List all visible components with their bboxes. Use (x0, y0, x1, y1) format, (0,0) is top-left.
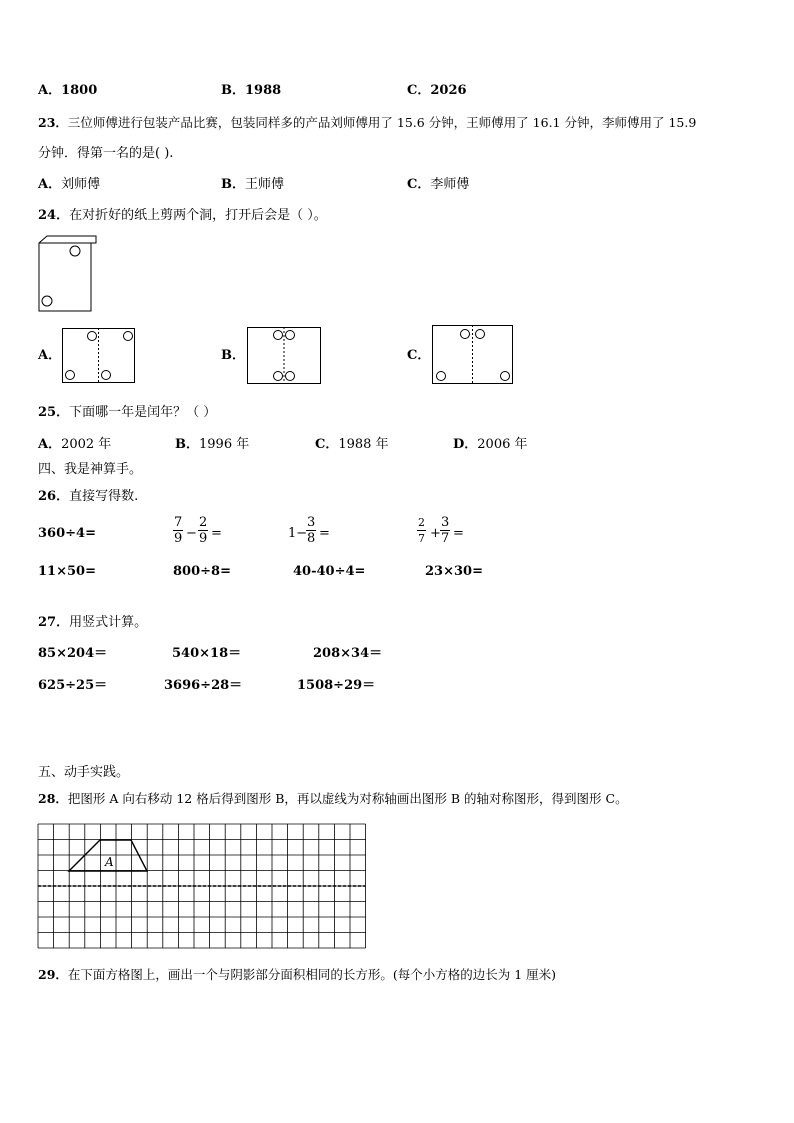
q27-question: 27．用竖式计算。 (38, 615, 148, 630)
q24-question: 24．在对折好的纸上剪两个洞，打开后会是（ ）。 (38, 208, 327, 223)
fraction: $\frac{2}{9}$ (199, 515, 208, 546)
q25-option-d[interactable]: D．2006 年 (453, 437, 528, 452)
q24-option-a-figure[interactable] (62, 328, 138, 384)
q22-option-a[interactable]: A．1800 (38, 83, 98, 98)
q28-question: 28．把图形 A 向右移动 12 格后得到图形 B，再以虚线为对称轴画出图形 B 的轴对称图形，得到图形 C。 (38, 791, 628, 806)
q23-option-b[interactable]: B．王师傅 (221, 177, 285, 192)
q22-option-c[interactable]: C．2026 (407, 83, 467, 98)
section4-title: 四、我是神算手。 (38, 462, 143, 477)
fraction: $\frac{2}{7}$ (418, 516, 425, 545)
q24-option-a-label[interactable]: A． (38, 348, 62, 363)
q25-option-b[interactable]: B．1996 年 (175, 437, 250, 452)
q23-question-cont: 分钟．得第一名的是( ). (38, 146, 174, 161)
q26-expr-5: 11×50= (38, 564, 96, 579)
q23-question: 23．三位师傅进行包装产品比赛，包装同样多的产品刘师傅用了 15.6 分钟，王师傅用了 16.1 分钟，李师傅用了 15.9 (38, 115, 697, 130)
q25-question: 25．下面哪一年是闰年？（ ） (38, 405, 217, 420)
q24-option-c-label[interactable]: C． (407, 348, 431, 363)
q22-option-b[interactable]: B．1988 (221, 83, 282, 98)
q29-question: 29．在下面方格图上，画出一个与阴影部分面积相同的长方形。(每个小方格的边长为 1 厘米) (38, 967, 557, 982)
q27-expr-5: 3696÷28＝ (164, 678, 243, 693)
folded-paper-figure (38, 234, 98, 314)
q26-expr-6: 800÷8= (173, 564, 231, 579)
q26-question: 26．直接写得数. (38, 489, 139, 504)
q25-option-c[interactable]: C．1988 年 (315, 437, 389, 452)
q24-option-b-label[interactable]: B． (221, 348, 245, 363)
fraction: $\frac{7}{9}$ (174, 515, 183, 546)
q25-option-a[interactable]: A．2002 年 (38, 437, 112, 452)
q24-option-b-figure[interactable] (247, 327, 323, 385)
fraction: $\frac{3}{8}$ (307, 515, 316, 546)
q27-expr-4: 625÷25＝ (38, 678, 108, 693)
q24-option-c-figure[interactable] (432, 325, 514, 385)
q27-expr-3: 208×34＝ (313, 646, 383, 661)
q26-expr-7: 40-40÷4= (293, 564, 366, 579)
shape-a-label: A (105, 855, 114, 869)
q27-expr-6: 1508÷29＝ (297, 678, 376, 693)
q23-option-a[interactable]: A．刘师傅 (38, 177, 101, 192)
q26-expr-8: 23×30= (425, 564, 483, 579)
q28-grid[interactable] (38, 824, 368, 950)
q27-expr-1: 85×204＝ (38, 646, 108, 661)
fraction: $\frac{3}{7}$ (441, 515, 450, 546)
q27-expr-2: 540×18＝ (172, 646, 242, 661)
section5-title: 五、动手实践。 (38, 765, 130, 780)
q23-option-c[interactable]: C．李师傅 (407, 177, 470, 192)
q26-expr-1: 360÷4= (38, 526, 96, 541)
